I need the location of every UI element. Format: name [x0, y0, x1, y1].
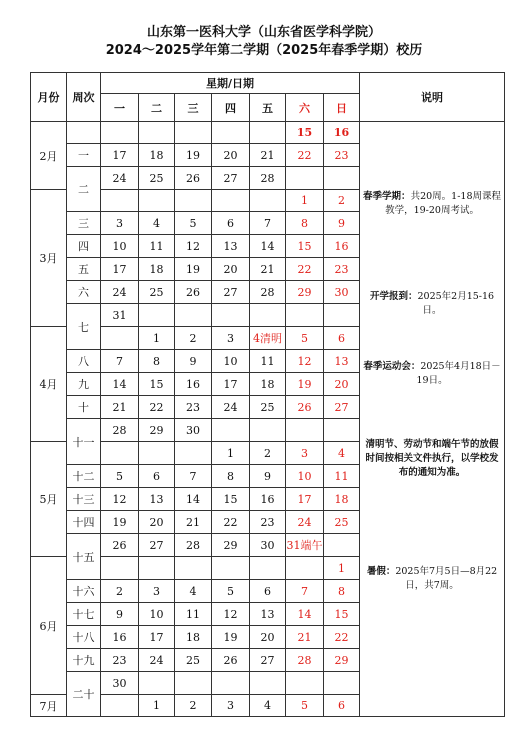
date-cell: 10 [101, 235, 139, 258]
date-cell: 8 [139, 350, 175, 373]
weekday-header: 四 [212, 94, 250, 122]
date-cell: 1 [212, 442, 250, 465]
date-cell [212, 304, 250, 327]
date-cell: 22 [212, 511, 250, 534]
date-cell [250, 122, 286, 144]
date-cell: 2 [175, 327, 212, 350]
date-cell [250, 190, 286, 212]
date-cell [175, 122, 212, 144]
date-cell [250, 419, 286, 442]
date-cell: 28 [175, 534, 212, 557]
week-number-cell: 七 [67, 304, 101, 350]
date-cell: 14 [250, 235, 286, 258]
date-cell [101, 695, 139, 717]
month-cell: 4月 [31, 327, 67, 442]
date-cell [286, 672, 324, 695]
date-cell: 13 [250, 603, 286, 626]
date-cell: 28 [250, 167, 286, 190]
date-cell: 21 [286, 626, 324, 649]
date-cell: 15 [324, 603, 360, 626]
date-cell [175, 442, 212, 465]
month-cell: 7月 [31, 695, 67, 717]
date-cell: 17 [139, 626, 175, 649]
date-cell: 17 [212, 373, 250, 396]
date-cell: 24 [212, 396, 250, 419]
date-cell: 27 [212, 281, 250, 304]
date-cell: 19 [175, 144, 212, 167]
note-text: 2025年4月18日－19日。 [416, 361, 501, 386]
date-cell: 6 [324, 327, 360, 350]
date-cell: 9 [175, 350, 212, 373]
date-cell: 7 [101, 350, 139, 373]
date-cell: 29 [139, 419, 175, 442]
date-cell: 10 [286, 465, 324, 488]
note-label: 春季运动会： [363, 361, 421, 372]
date-cell: 20 [212, 144, 250, 167]
date-cell: 28 [250, 281, 286, 304]
date-cell [139, 190, 175, 212]
date-cell [324, 167, 360, 190]
note-text: 清明节、劳动节和端午节的放假时间按相关文件执行，以学校发布的通知为准。 [365, 439, 499, 478]
weekday-header: 一 [101, 94, 139, 122]
date-cell: 26 [175, 167, 212, 190]
date-cell: 22 [286, 258, 324, 281]
date-cell: 9 [101, 603, 139, 626]
note-item [362, 438, 502, 480]
date-cell: 20 [212, 258, 250, 281]
date-cell: 19 [101, 511, 139, 534]
date-cell: 21 [175, 511, 212, 534]
date-cell: 22 [286, 144, 324, 167]
date-cell: 9 [250, 465, 286, 488]
date-cell: 20 [250, 626, 286, 649]
date-cell: 11 [139, 235, 175, 258]
week-number-cell: 十八 [67, 626, 101, 649]
page-title: 山东第一医科大学（山东省医学科学院） [146, 25, 381, 40]
note-label: 暑假： [366, 566, 396, 577]
note-item [362, 290, 502, 318]
date-cell: 23 [101, 649, 139, 672]
note-label: 春季学期： [363, 191, 411, 202]
date-cell: 2 [101, 580, 139, 603]
date-cell: 22 [139, 396, 175, 419]
date-cell: 5 [175, 212, 212, 235]
month-cell: 3月 [31, 190, 67, 327]
date-cell: 16 [324, 235, 360, 258]
date-cell: 4 [175, 580, 212, 603]
date-cell: 14 [175, 488, 212, 511]
date-cell: 19 [286, 373, 324, 396]
date-cell: 22 [324, 626, 360, 649]
date-cell [324, 419, 360, 442]
note-text: 共20周。1-18周课程教学，19-20周考试。 [385, 191, 501, 216]
date-cell: 9 [324, 212, 360, 235]
note-item [362, 360, 502, 388]
week-number-cell: 十五 [67, 534, 101, 580]
date-cell [324, 534, 360, 557]
date-cell [175, 304, 212, 327]
date-cell: 2 [175, 695, 212, 717]
date-cell: 31端午 [286, 534, 324, 557]
date-cell: 19 [212, 626, 250, 649]
note-text: 2025年7月5日—8月22日，共7周。 [395, 566, 498, 591]
date-cell [324, 304, 360, 327]
date-cell: 18 [139, 144, 175, 167]
note-text: 2025年2月15-16日。 [417, 291, 495, 316]
weekday-header: 五 [250, 94, 286, 122]
date-cell: 1 [139, 695, 175, 717]
date-cell [324, 672, 360, 695]
date-cell: 17 [101, 144, 139, 167]
date-cell: 11 [175, 603, 212, 626]
date-cell [286, 419, 324, 442]
header-week: 周次 [67, 73, 101, 122]
date-cell: 20 [139, 511, 175, 534]
header-month: 月份 [31, 73, 67, 122]
date-cell: 3 [286, 442, 324, 465]
date-cell: 30 [175, 419, 212, 442]
date-cell: 5 [286, 695, 324, 717]
note-item [362, 190, 502, 218]
date-cell [286, 557, 324, 580]
date-cell: 25 [324, 511, 360, 534]
week-number-cell: 十三 [67, 488, 101, 511]
date-cell: 2 [324, 190, 360, 212]
date-cell: 4 [324, 442, 360, 465]
week-number-cell: 十六 [67, 580, 101, 603]
date-cell: 26 [175, 281, 212, 304]
date-cell: 30 [101, 672, 139, 695]
week-number-cell: 十九 [67, 649, 101, 672]
week-number-cell: 十 [67, 396, 101, 419]
date-cell: 13 [324, 350, 360, 373]
date-cell: 27 [139, 534, 175, 557]
week-number-cell: 九 [67, 373, 101, 396]
date-cell [101, 122, 139, 144]
date-cell: 1 [286, 190, 324, 212]
month-cell: 2月 [31, 122, 67, 190]
date-cell: 25 [139, 167, 175, 190]
date-cell: 23 [324, 258, 360, 281]
date-cell: 27 [212, 167, 250, 190]
date-cell [286, 304, 324, 327]
date-cell: 1 [324, 557, 360, 580]
date-cell: 25 [250, 396, 286, 419]
date-cell: 7 [175, 465, 212, 488]
month-cell: 5月 [31, 442, 67, 557]
date-cell [139, 304, 175, 327]
week-number-cell [67, 122, 101, 144]
date-cell: 3 [212, 695, 250, 717]
date-cell [101, 327, 139, 350]
week-number-cell: 六 [67, 281, 101, 304]
date-cell [175, 557, 212, 580]
date-cell: 12 [212, 603, 250, 626]
date-cell [101, 190, 139, 212]
date-cell: 15 [286, 235, 324, 258]
date-cell: 18 [175, 626, 212, 649]
date-cell: 4清明 [250, 327, 286, 350]
date-cell: 18 [324, 488, 360, 511]
week-number-cell: 二十 [67, 672, 101, 717]
weekday-header: 日 [324, 94, 360, 122]
date-cell [175, 190, 212, 212]
date-cell: 27 [324, 396, 360, 419]
date-cell: 21 [250, 144, 286, 167]
week-number-cell: 三 [67, 212, 101, 235]
date-cell: 10 [139, 603, 175, 626]
date-cell: 13 [139, 488, 175, 511]
date-cell: 19 [175, 258, 212, 281]
date-cell: 23 [175, 396, 212, 419]
date-cell: 27 [250, 649, 286, 672]
date-cell: 18 [250, 373, 286, 396]
date-cell: 16 [175, 373, 212, 396]
date-cell: 26 [286, 396, 324, 419]
date-cell: 8 [212, 465, 250, 488]
date-cell: 2 [250, 442, 286, 465]
date-cell: 7 [286, 580, 324, 603]
date-cell: 11 [324, 465, 360, 488]
date-cell: 11 [250, 350, 286, 373]
date-cell: 25 [139, 281, 175, 304]
page-subtitle: 2024～2025学年第二学期（2025年春季学期）校历 [105, 43, 423, 58]
date-cell [212, 419, 250, 442]
date-cell [250, 672, 286, 695]
date-cell: 28 [101, 419, 139, 442]
date-cell [212, 557, 250, 580]
weekday-header: 六 [286, 94, 324, 122]
date-cell [212, 190, 250, 212]
date-cell: 23 [250, 511, 286, 534]
date-cell: 5 [286, 327, 324, 350]
date-cell: 15 [212, 488, 250, 511]
date-cell: 16 [250, 488, 286, 511]
date-cell: 24 [286, 511, 324, 534]
date-cell [139, 672, 175, 695]
header-notes: 说明 [360, 73, 505, 122]
date-cell: 24 [139, 649, 175, 672]
date-cell: 4 [139, 212, 175, 235]
date-cell: 30 [324, 281, 360, 304]
date-cell: 14 [101, 373, 139, 396]
date-cell: 12 [101, 488, 139, 511]
week-number-cell: 一 [67, 144, 101, 167]
table-row [31, 122, 505, 144]
date-cell: 17 [286, 488, 324, 511]
week-number-cell: 四 [67, 235, 101, 258]
date-cell: 18 [139, 258, 175, 281]
notes-column [360, 122, 505, 717]
date-cell [250, 304, 286, 327]
week-number-cell: 十二 [67, 465, 101, 488]
date-cell: 7 [250, 212, 286, 235]
date-cell: 3 [212, 327, 250, 350]
date-cell [139, 557, 175, 580]
school-calendar-table [30, 72, 505, 717]
date-cell: 4 [250, 695, 286, 717]
date-cell: 15 [286, 122, 324, 144]
date-cell [212, 122, 250, 144]
date-cell: 12 [175, 235, 212, 258]
date-cell [250, 557, 286, 580]
date-cell: 30 [250, 534, 286, 557]
date-cell: 16 [101, 626, 139, 649]
date-cell: 3 [139, 580, 175, 603]
date-cell: 3 [101, 212, 139, 235]
date-cell: 29 [286, 281, 324, 304]
date-cell: 6 [250, 580, 286, 603]
date-cell: 26 [212, 649, 250, 672]
header-weekday-group: 星期/日期 [101, 73, 360, 94]
date-cell: 8 [286, 212, 324, 235]
date-cell [212, 672, 250, 695]
date-cell: 15 [139, 373, 175, 396]
week-number-cell: 十四 [67, 511, 101, 534]
week-number-cell: 十七 [67, 603, 101, 626]
date-cell [101, 557, 139, 580]
date-cell: 31 [101, 304, 139, 327]
date-cell [286, 167, 324, 190]
date-cell: 26 [101, 534, 139, 557]
date-cell: 1 [139, 327, 175, 350]
date-cell: 5 [101, 465, 139, 488]
date-cell: 24 [101, 167, 139, 190]
weekday-header: 三 [175, 94, 212, 122]
date-cell: 6 [212, 212, 250, 235]
date-cell: 28 [286, 649, 324, 672]
note-item [362, 565, 502, 593]
date-cell [101, 442, 139, 465]
date-cell: 24 [101, 281, 139, 304]
date-cell: 6 [139, 465, 175, 488]
date-cell: 14 [286, 603, 324, 626]
week-number-cell: 十一 [67, 419, 101, 465]
week-number-cell: 八 [67, 350, 101, 373]
date-cell: 23 [324, 144, 360, 167]
month-cell: 6月 [31, 557, 67, 695]
date-cell: 10 [212, 350, 250, 373]
date-cell: 29 [212, 534, 250, 557]
date-cell [175, 672, 212, 695]
date-cell: 17 [101, 258, 139, 281]
date-cell: 25 [175, 649, 212, 672]
week-number-cell: 二 [67, 167, 101, 212]
week-number-cell: 五 [67, 258, 101, 281]
date-cell: 6 [324, 695, 360, 717]
weekday-header: 二 [139, 94, 175, 122]
date-cell: 5 [212, 580, 250, 603]
date-cell: 13 [212, 235, 250, 258]
note-label: 开学报到： [369, 291, 418, 302]
date-cell: 12 [286, 350, 324, 373]
date-cell: 21 [250, 258, 286, 281]
date-cell: 20 [324, 373, 360, 396]
date-cell: 16 [324, 122, 360, 144]
date-cell [139, 442, 175, 465]
date-cell: 8 [324, 580, 360, 603]
date-cell [139, 122, 175, 144]
date-cell: 29 [324, 649, 360, 672]
date-cell: 21 [101, 396, 139, 419]
